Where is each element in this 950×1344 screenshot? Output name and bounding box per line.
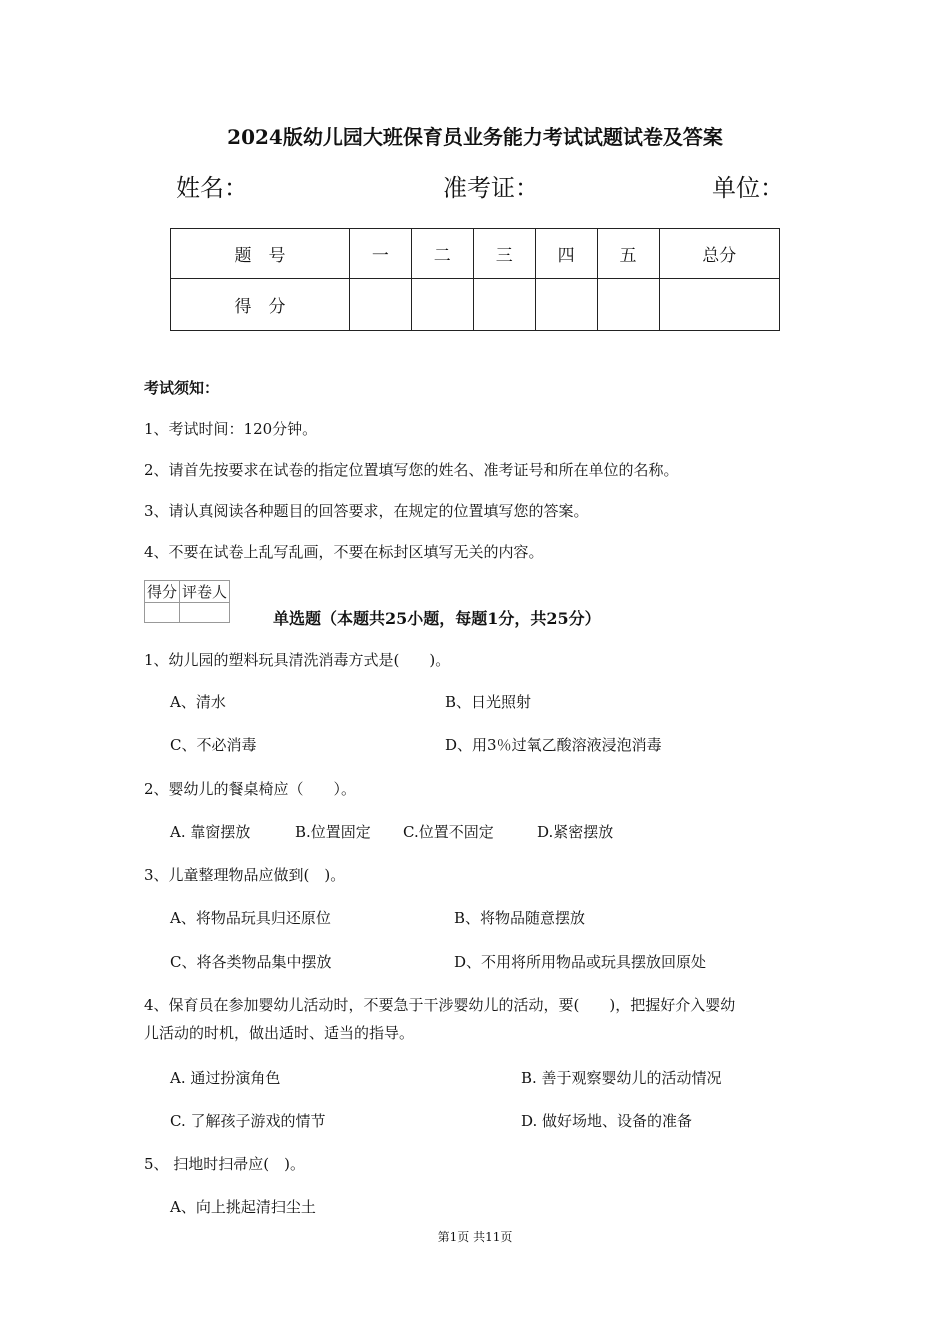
notice-item: 2、请首先按要求在试卷的指定位置填写您的姓名、准考证号和所在单位的名称。 [144,461,679,479]
q3-option-c[interactable]: C、将各类物品集中摆放 [170,953,332,971]
q4-option-a[interactable]: A. 通过扮演角色 [170,1069,281,1087]
score-input-cell[interactable] [597,279,659,331]
score-header-cell: 三 [473,229,535,279]
notice-item: 3、请认真阅读各种题目的回答要求，在规定的位置填写您的答案。 [144,502,589,520]
score-header-cell: 二 [411,229,473,279]
grader-box [144,580,230,623]
unit-field-label: 单位： [712,174,784,202]
score-header-cell: 题 号 [171,229,350,279]
q2-option-d[interactable]: D.紧密摆放 [537,823,614,841]
score-header-cell: 总分 [659,229,779,279]
score-input-cell[interactable] [659,279,779,331]
notice-heading: 考试须知： [144,379,220,397]
question-2: 2、婴幼儿的餐桌椅应（ ）。 [144,780,357,798]
q3-option-d[interactable]: D、不用将所用物品或玩具摆放回原处 [454,953,707,971]
q2-option-c[interactable]: C.位置不固定 [403,823,494,841]
notice-item: 4、不要在试卷上乱写乱画，不要在标封区填写无关的内容。 [144,543,544,561]
grader-score-label: 得分 [145,581,180,603]
q4-option-d[interactable]: D. 做好场地、设备的准备 [521,1112,693,1130]
q4-option-c[interactable]: C. 了解孩子游戏的情节 [170,1112,326,1130]
exam-id-field-label: 准考证： [443,174,539,202]
grader-reviewer-cell[interactable] [180,603,230,623]
question-4-line-1: 4、保育员在参加婴幼儿活动时，不要急于干涉婴幼儿的活动，要( )，把握好介入婴幼 [144,996,736,1014]
q1-option-d[interactable]: D、用3％过氧乙酸溶液浸泡消毒 [445,736,662,754]
score-table-header-row [171,229,780,279]
score-row-label: 得 分 [171,279,350,331]
question-4-line-2: 儿活动的时机，做出适时、适当的指导。 [144,1024,415,1042]
question-5: 5、 扫地时扫帚应( )。 [144,1155,306,1173]
score-input-cell[interactable] [473,279,535,331]
q3-option-b[interactable]: B、将物品随意摆放 [454,909,586,927]
score-header-cell: 一 [349,229,411,279]
document-title: 2024版幼儿园大班保育员业务能力考试试题试卷及答案 [227,125,723,149]
name-field-label: 姓名： [176,174,248,202]
q2-option-a[interactable]: A. 靠窗摆放 [170,823,251,841]
q1-option-c[interactable]: C、不必消毒 [170,736,257,754]
score-header-cell: 四 [535,229,597,279]
notice-item: 1、考试时间：120分钟。 [144,420,318,438]
q4-option-b[interactable]: B. 善于观察婴幼儿的活动情况 [521,1069,722,1087]
q2-option-b[interactable]: B.位置固定 [295,823,371,841]
score-header-cell: 五 [597,229,659,279]
question-3: 3、儿童整理物品应做到( )。 [144,866,346,884]
q5-option-a[interactable]: A、向上挑起清扫尘土 [170,1198,316,1216]
score-input-cell[interactable] [411,279,473,331]
page-footer: 第1页 共11页 [437,1230,513,1244]
section-title: 单选题（本题共25小题，每题1分，共25分） [273,609,601,628]
q3-option-a[interactable]: A、将物品玩具归还原位 [170,909,331,927]
q1-option-b[interactable]: B、日光照射 [445,693,532,711]
grader-score-cell[interactable] [145,603,180,623]
q1-option-a[interactable]: A、清水 [170,693,226,711]
score-table [170,228,780,331]
grader-reviewer-label: 评卷人 [180,581,230,603]
score-table-score-row [171,279,780,331]
question-1: 1、幼儿园的塑料玩具清洗消毒方式是( )。 [144,651,451,669]
score-input-cell[interactable] [349,279,411,331]
score-input-cell[interactable] [535,279,597,331]
